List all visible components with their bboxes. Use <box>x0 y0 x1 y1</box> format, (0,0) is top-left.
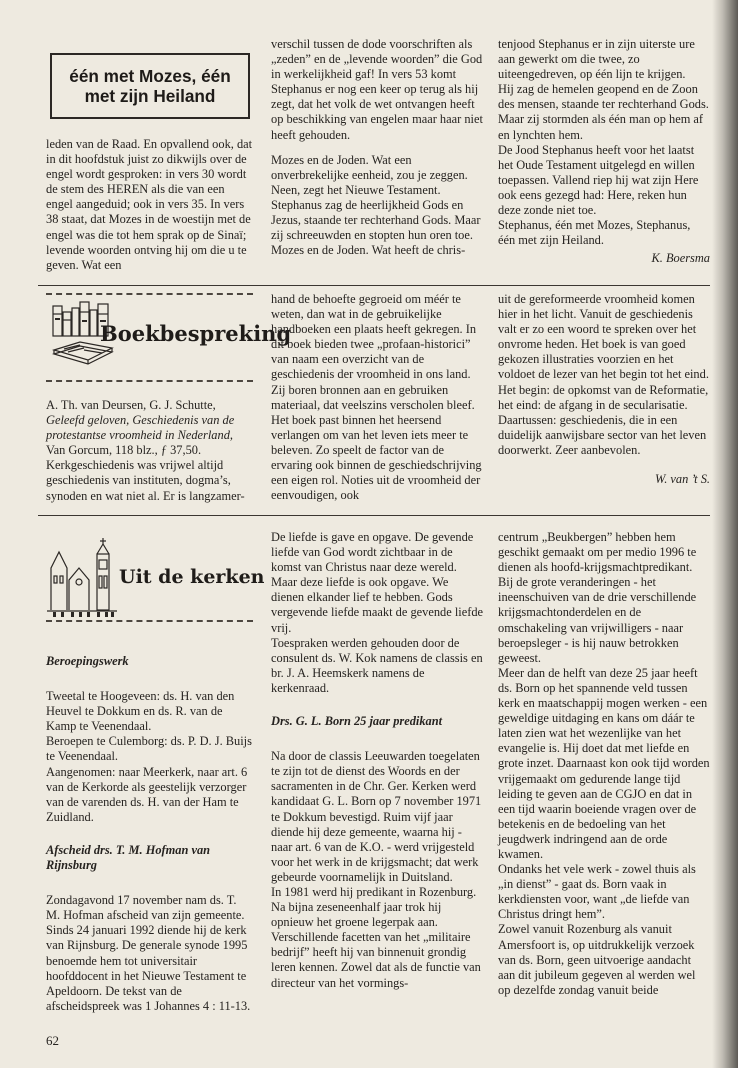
rubric-dashed-rule <box>46 620 253 622</box>
book-title: Geleefd geloven, Geschiedenis van de protestantse vroomheid in Nederland, <box>46 413 235 443</box>
rubric-dashed-rule-bottom <box>46 380 253 382</box>
paragraph: leden van de Raad. En opvallend ook, dat in dit hoofdstuk juist zo dikwijls over de engel wordt gesproken: in vers 30 wordt de stem des HEREN als die van een engel aangeduid; ook in vers 35. In vers 38 staat, dat Mozes in de woestijn met de engel was die tot hem sprak op de Sinaï; levende woorden ontving hij om die u te geven. Wat een <box>46 137 253 272</box>
paragraph: Zondagavond 17 november nam ds. T. M. Hofman afscheid van zijn gemeente. Sinds 24 januari 1992 diende hij de kerk van Rijnsburg. De generale synode 1995 benoemde hem tot universitair hoofddocent in het Nieuwe Testament te Apeldoorn. De tekst van de afscheidspreek was 1 Johannes 4 : 11-13. <box>46 893 251 1013</box>
book-authors: A. Th. van Deursen, G. J. Schutte, <box>46 398 216 412</box>
section-heading-afscheid: Afscheid drs. T. M. Hofman van Rijnsburg <box>46 842 211 873</box>
book-publisher: Van Gorcum, 118 blz., ƒ 37,50. <box>46 443 202 458</box>
paragraph: hand de behoefte gegroeid om méér te weten, dan wat in de gebruikelijke handboeken een plaats heeft gekregen. In dit boek bieden twee „profaan-historici” van naam een overzicht van de geschiedenis der vroomheid in ons land. Zij boren bronnen aan en gebruiken materiaal, dat veelszins verscholen bleef. Het boek past binnen het heersend verlangen om van het leven iets meer te beleven. Zo speelt de factor van de ervaring ook binnen de geschiedschrijving een eigen rol. Noties uit de vroomheid der eenvoudigen, ook <box>271 292 482 503</box>
author-signature: W. van ’t S. <box>655 472 710 487</box>
section-divider <box>38 285 710 286</box>
churches-column-3 <box>498 530 710 998</box>
paragraph: Na door de classis Leeuwarden toegelaten te zijn tot de dienst des Woords en der sacramenten in de Chr. Ger. Kerken werd kandidaat G. L. Born op 7 november 1971 te Dokkum bevestigd. Ruim vijf jaar diende hij deze gemeente, waarna hij - naar art. 6 van de K.O. - werd vrijgesteld voor het werk in de krijgsmacht; dat werk gebeurde voornamelijk in Duitsland. <box>271 749 482 884</box>
churches-column-2 <box>271 530 484 991</box>
paragraph: tenjood Stephanus er in zijn uiterste ure aan gewerkt om die twee, zo uiteengedreven, op één lijn te krijgen. <box>498 37 695 82</box>
paragraph: Tweetal te Hoogeveen: ds. H. van den Heuvel te Dokkum en ds. R. van de Kamp te Veenendaal. <box>46 689 235 734</box>
review-column-2 <box>271 292 484 503</box>
section-heading-born: Drs. G. L. Born 25 jaar predikant <box>271 714 443 729</box>
book-citation <box>46 398 253 458</box>
churches-column-1 <box>46 654 253 1014</box>
article-title: één met Mozes, één met zijn Heiland <box>69 66 231 106</box>
review-column-1 <box>46 398 253 504</box>
rubric-dashed-rule-top <box>46 293 253 295</box>
author-signature: K. Boersma <box>651 251 710 266</box>
page-binding-shadow <box>712 0 738 1068</box>
paragraph: Kerkgeschiedenis was vrijwel altijd geschiedenis van instituten, dogma’s, synoden en wat niet al. Er is langzamer- <box>46 458 245 503</box>
article1-column-2 <box>271 37 484 258</box>
paragraph: Ondanks het vele werk - zowel thuis als „in dienst” - gaat ds. Born vaak in kerkdiensten voor, want „de liefde van Christus dringt hem”. <box>498 862 696 922</box>
paragraph: De Jood Stephanus heeft voor het laatst het Oude Testament uitgelegd en willen toepassen. Vallend riep hij wat zijn Here ook eens gezegd had: Here, reken hun deze zonde niet toe. <box>498 142 699 218</box>
paragraph: De liefde is gave en opgave. De gevende liefde van God wordt zichtbaar in de komst van Christus naar deze wereld. Maar deze liefde is ook opgave. We dienen elkander lief te hebben. Gods vergevende liefde maakt de gevende liefde vrij. <box>271 530 484 635</box>
paragraph: Stephanus, één met Mozes, Stephanus, één met zijn Heiland. <box>498 218 691 248</box>
page-number: 62 <box>46 1033 59 1048</box>
paragraph: Meer dan de helft van deze 25 jaar heeft ds. Born op het spannende veld tussen kerk en maatschappij mogen werken - een geweldige uitdaging en kans om dáár te laten zien wat het wezenlijke van het evangelie is. Hij doet dat met liefde en grote inzet. Daarnaast kon ook tijd worden vrijgemaakt om gedurende lange tijd leiding te geven aan de CGJO en dat in een tijd waarin boeiende vragen over de betekenis en de bedoeling van het jeugdwerk indringend aan de orde kwamen. <box>498 665 710 861</box>
paragraph: Toespraken werden gehouden door de consulent ds. W. Kok namens de classis en br. J. A. Heemskerk namens de kerkenraad. <box>271 635 483 695</box>
section-heading-beroepingswerk: Beroepingswerk <box>46 654 129 668</box>
paragraph: In 1981 werd hij predikant in Rozenburg. Na bijna zeseneenhalf jaar trok hij opnieuw het groene legerpak aan. Verschillende facetten van het „militaire bedrijf” heeft hij van binnenuit grondig leren kennen. Zowel dat als de functie van directeur van het vormings- <box>271 884 481 990</box>
article1-column-3 <box>498 37 710 266</box>
paragraph: Aangenomen: naar Meerkerk, naar art. 6 van de Kerkorde als geestelijk verzorger van de varenden ds. H. van der Ham te Zuidland. <box>46 764 248 824</box>
review-column-3 <box>498 292 710 487</box>
article-title-box <box>50 53 250 119</box>
paragraph: Beroepen te Culemborg: ds. P. D. J. Buijs te Veenendaal. <box>46 734 252 764</box>
paragraph: Mozes en de Joden. Wat een onverbrekelijke eenheid, zou je zeggen. Neen, zegt het Nieuwe Testament. Stephanus zag de heerlijkheid Gods en Jezus, staande ter rechterhand Gods. Maar zij schreeuwden en stopten hun oren toe. Mozes en de Joden. Wat heeft de chris- <box>271 152 481 258</box>
paragraph: uit de gereformeerde vroomheid komen hier in het licht. Vanuit de geschiedenis valt er zo een woord te spreken over het onvrome heden. Het boek is van goed gekozen illustraties voorzien en het voldoet de lezer van het begin tot het eind. Het begin: de opkomst van de Reformatie, het eind: de afgang in de secularisatie. Daartussen: geschiedenis, die in een duidelijk aanwijsbare sector van het leven doorwerkt. Zeer aanbevolen. <box>498 292 709 457</box>
rubric-title-boekbespreking: Boekbespreking <box>100 321 292 346</box>
paragraph: Zowel vanuit Rozenburg als vanuit Amersfoort is, op uitdrukkelijk verzoek van ds. Born, geen uitvoerige aandacht aan dit jubileum gegeven al werden wel op dezelfde zondag vanuit beide <box>498 922 696 997</box>
paragraph: Hij zag de hemelen geopend en de Zoon des mensen, staande ter rechterhand Gods. Maar zij stormden als één man op hem af en lynchten hem. <box>498 82 709 142</box>
church-buildings-icon <box>47 538 117 618</box>
article1-column-1 <box>46 137 253 273</box>
rubric-title-uit-de-kerken: Uit de kerken <box>119 566 265 588</box>
paragraph: verschil tussen de dode voorschriften als „zeden” en de „levende woorden” die God in werkelijkheid gaf! In vers 53 komt Stephanus er nog een keer op terug als hij zegt, dat het volk de wet ontvangen heeft op beschikking van engelen maar haar niet heeft gehouden. <box>271 37 483 142</box>
section-divider <box>38 515 710 516</box>
paragraph: centrum „Beukbergen” hebben hem geschikt gemaakt om per medio 1996 te dienen als hoofd-krijgsmachtpredikant. Bij de grote veranderingen - het ineenschuiven van de drie verschillende krijgsmachtonderdelen en de omschakeling van vrijwilligers - naar beroepsleger - is hij nauw betrokken geweest. <box>498 530 697 665</box>
